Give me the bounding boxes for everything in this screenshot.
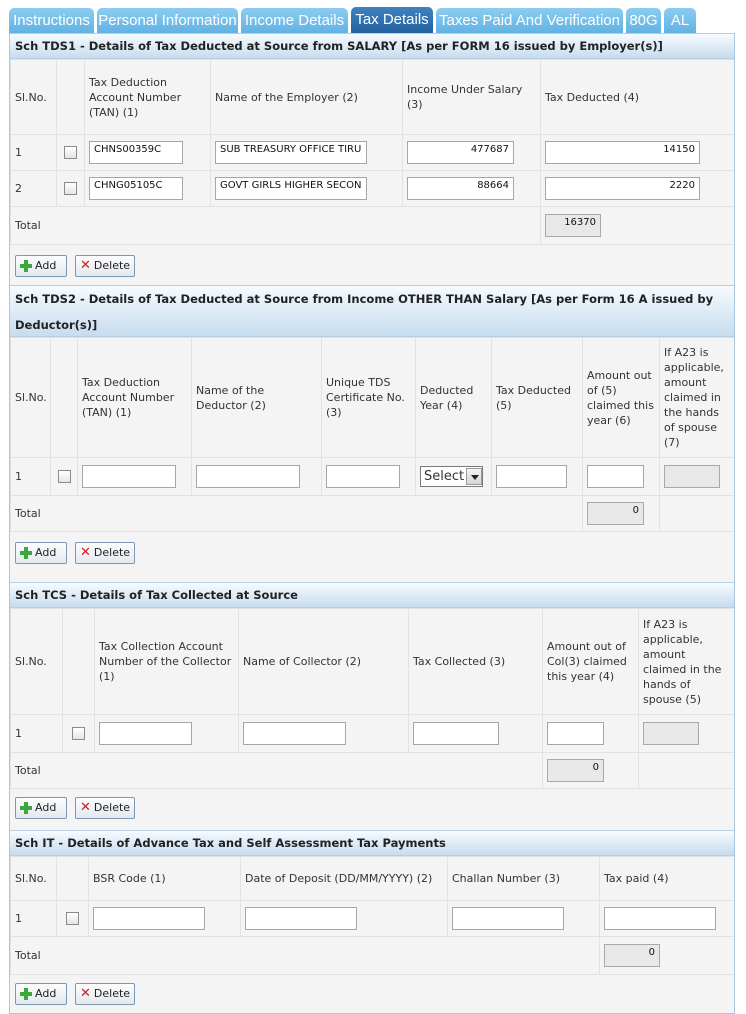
table-row bbox=[11, 135, 735, 171]
row-number: 1 bbox=[11, 135, 57, 171]
tds2-header-year: Deducted Year (4) bbox=[416, 338, 492, 458]
spouse-amount-input bbox=[664, 465, 720, 488]
it-header-row bbox=[11, 857, 735, 901]
collector-name-input[interactable] bbox=[243, 722, 346, 745]
tds2-header-tan: Tax Deduction Account Number (TAN) (1) bbox=[78, 338, 192, 458]
delete-icon: ✕ bbox=[80, 258, 91, 273]
tax-collected-input[interactable] bbox=[413, 722, 499, 745]
total-label: Total bbox=[11, 207, 541, 245]
delete-icon: ✕ bbox=[80, 986, 91, 1001]
row-select-checkbox[interactable] bbox=[66, 912, 79, 925]
tds1-delete-button[interactable]: ✕ Delete bbox=[75, 255, 135, 277]
tax-deducted-input[interactable] bbox=[496, 465, 567, 488]
table-row bbox=[11, 901, 735, 937]
row-select-checkbox[interactable] bbox=[58, 470, 71, 483]
amount-claimed-input[interactable] bbox=[587, 465, 644, 488]
total-label: Total bbox=[11, 937, 600, 975]
plus-icon bbox=[20, 260, 32, 272]
challan-number-input[interactable] bbox=[452, 907, 564, 930]
tds2-total-value: 0 bbox=[587, 502, 644, 525]
it-total-row bbox=[11, 937, 735, 975]
tan-input[interactable]: CHNG05105C bbox=[89, 177, 183, 200]
it-add-button[interactable]: Add bbox=[15, 983, 67, 1005]
tds2-header-claimed: Amount out of (5) claimed this year (6) bbox=[583, 338, 660, 458]
tds1-header-income: Income Under Salary (3) bbox=[403, 60, 541, 135]
row-select-checkbox[interactable] bbox=[64, 146, 77, 159]
tax-details-panel bbox=[9, 33, 735, 1014]
plus-icon bbox=[20, 802, 32, 814]
it-header-tax-paid: Tax paid (4) bbox=[600, 857, 735, 901]
tds2-add-button[interactable]: Add bbox=[15, 542, 67, 564]
tcs-table bbox=[10, 608, 735, 789]
deposit-date-input[interactable] bbox=[245, 907, 357, 930]
tan-input[interactable] bbox=[82, 465, 176, 488]
plus-icon bbox=[20, 988, 32, 1000]
income-under-salary-input[interactable]: 88664 bbox=[407, 177, 514, 200]
tab-income-details[interactable]: Income Details bbox=[241, 8, 348, 34]
tds2-delete-button[interactable]: ✕ Delete bbox=[75, 542, 135, 564]
spouse-amount-input bbox=[643, 722, 699, 745]
delete-icon: ✕ bbox=[80, 545, 91, 560]
it-total-value: 0 bbox=[604, 944, 660, 967]
tds1-header-employer: Name of the Employer (2) bbox=[211, 60, 403, 135]
row-number: 1 bbox=[11, 458, 51, 496]
tcs-section-title: Sch TCS - Details of Tax Collected at Source bbox=[10, 582, 734, 608]
tds2-header-certificate: Unique TDS Certificate No. (3) bbox=[322, 338, 416, 458]
tcs-header-collector: Name of Collector (2) bbox=[239, 609, 409, 715]
tcs-header-slno: Sl.No. bbox=[11, 609, 63, 715]
row-select-checkbox[interactable] bbox=[72, 727, 85, 740]
tcs-delete-button[interactable]: ✕ Delete bbox=[75, 797, 135, 819]
tab-tax-details[interactable]: Tax Details bbox=[351, 7, 433, 34]
it-header-date: Date of Deposit (DD/MM/YYYY) (2) bbox=[241, 857, 448, 901]
it-header-bsr: BSR Code (1) bbox=[89, 857, 241, 901]
tds1-header-tan: Tax Deduction Account Number (TAN) (1) bbox=[85, 60, 211, 135]
tds2-header-deductor: Name of the Deductor (2) bbox=[192, 338, 322, 458]
tcan-input[interactable] bbox=[99, 722, 192, 745]
tax-deducted-input[interactable]: 2220 bbox=[545, 177, 700, 200]
table-row bbox=[11, 171, 735, 207]
tds2-header-spouse: If A23 is applicable, amount claimed in the hands of spouse (7) bbox=[660, 338, 735, 458]
tds1-header-slno: Sl.No. bbox=[11, 60, 57, 135]
it-header-slno: Sl.No. bbox=[11, 857, 57, 901]
tcs-header-row bbox=[11, 609, 735, 715]
tds2-total-row bbox=[11, 496, 735, 532]
bsr-code-input[interactable] bbox=[93, 907, 205, 930]
tds2-header-tax: Tax Deducted (5) bbox=[492, 338, 583, 458]
tcs-header-tcan: Tax Collection Account Number of the Collector (1) bbox=[95, 609, 239, 715]
tab-80g[interactable]: 80G bbox=[626, 8, 661, 34]
certificate-no-input[interactable] bbox=[326, 465, 400, 488]
tds2-header-slno: Sl.No. bbox=[11, 338, 51, 458]
table-row bbox=[11, 458, 735, 496]
tab-al[interactable]: AL bbox=[664, 8, 696, 34]
tds1-header-tax: Tax Deducted (4) bbox=[541, 60, 735, 135]
tds1-total-row bbox=[11, 207, 735, 245]
row-select-checkbox[interactable] bbox=[64, 182, 77, 195]
tax-deducted-input[interactable]: 14150 bbox=[545, 141, 700, 164]
employer-name-input[interactable]: SUB TREASURY OFFICE TIRU bbox=[215, 141, 367, 164]
total-label: Total bbox=[11, 496, 583, 532]
deducted-year-select[interactable]: Select bbox=[420, 466, 483, 487]
table-row bbox=[11, 715, 735, 753]
tab-taxes-paid-and-verification[interactable]: Taxes Paid And Verification bbox=[436, 8, 623, 34]
tab-instructions[interactable]: Instructions bbox=[9, 8, 94, 34]
deductor-name-input[interactable] bbox=[196, 465, 300, 488]
tax-paid-input[interactable] bbox=[604, 907, 716, 930]
employer-name-input[interactable]: GOVT GIRLS HIGHER SECON bbox=[215, 177, 367, 200]
row-number: 1 bbox=[11, 715, 63, 753]
tds1-add-button[interactable]: Add bbox=[15, 255, 67, 277]
tcs-header-spouse: If A23 is applicable, amount claimed in the hands of spouse (5) bbox=[639, 609, 735, 715]
row-number: 1 bbox=[11, 901, 57, 937]
amount-claimed-input[interactable] bbox=[547, 722, 604, 745]
it-table bbox=[10, 856, 735, 975]
tab-personal-information[interactable]: Personal Information bbox=[97, 8, 238, 34]
delete-icon: ✕ bbox=[80, 800, 91, 815]
tds1-total-value: 16370 bbox=[545, 214, 601, 237]
income-under-salary-input[interactable]: 477687 bbox=[407, 141, 514, 164]
tcs-total-value: 0 bbox=[547, 759, 604, 782]
tds2-header-row bbox=[11, 338, 735, 458]
it-section-title: Sch IT - Details of Advance Tax and Self Assessment Tax Payments bbox=[10, 830, 734, 856]
tds1-table bbox=[10, 59, 735, 245]
tcs-header-claimed: Amount out of Col(3) claimed this year (4) bbox=[543, 609, 639, 715]
tcs-header-collected: Tax Collected (3) bbox=[409, 609, 543, 715]
total-label: Total bbox=[11, 753, 543, 789]
it-delete-button[interactable]: ✕ Delete bbox=[75, 983, 135, 1005]
tds1-section-title: Sch TDS1 - Details of Tax Deducted at Source from SALARY [As per FORM 16 issued by Employer(s)] bbox=[10, 33, 734, 59]
tds2-table bbox=[10, 337, 735, 532]
row-number: 2 bbox=[11, 171, 57, 207]
tan-input[interactable]: CHNS00359C bbox=[89, 141, 183, 164]
tcs-add-button[interactable]: Add bbox=[15, 797, 67, 819]
tds2-section-title: Sch TDS2 - Details of Tax Deducted at Source from Income OTHER THAN Salary [As per Form 16 A issued by Deductor(s)] bbox=[10, 285, 734, 337]
tds1-header-row bbox=[11, 60, 735, 135]
chevron-down-icon bbox=[466, 468, 482, 485]
tab-bar bbox=[0, 0, 746, 34]
it-header-challan: Challan Number (3) bbox=[448, 857, 600, 901]
tcs-total-row bbox=[11, 753, 735, 789]
plus-icon bbox=[20, 547, 32, 559]
